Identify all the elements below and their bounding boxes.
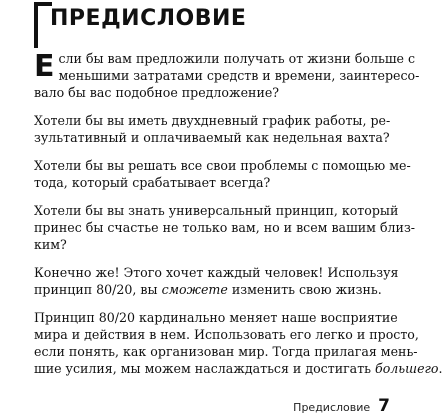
text-line: мира и действия в нем. Использовать его легко и просто, bbox=[34, 327, 419, 342]
text-line: если понять, как организован мир. Тогда прилагая мень- bbox=[34, 344, 418, 359]
emphasis-text: сможете bbox=[161, 282, 228, 297]
paragraph-4 bbox=[34, 202, 416, 253]
text-line: меньшими затратами средств и времени, заинтересо- bbox=[58, 68, 420, 83]
paragraph-6 bbox=[34, 309, 443, 377]
paragraph-1 bbox=[34, 49, 420, 101]
text-line: принес бы счастье не только вам, но и всем вашим близ- bbox=[34, 220, 416, 235]
emphasis-text: большего bbox=[375, 361, 439, 376]
title-bracket-decoration bbox=[34, 2, 38, 48]
paragraph-3 bbox=[34, 157, 411, 191]
text-segment: принцип 80/20, вы bbox=[34, 282, 162, 297]
text-segment: шие усилия, мы можем наслаждаться и достигать bbox=[34, 361, 376, 376]
text-segment: изменить свою жизнь. bbox=[227, 282, 382, 297]
text-line: ким? bbox=[34, 237, 67, 252]
paragraph-2 bbox=[34, 112, 392, 146]
page-footer bbox=[293, 396, 390, 416]
page-body bbox=[34, 49, 443, 388]
text-line: вало бы вас подобное предложение? bbox=[34, 85, 280, 100]
text-line: зультативный и оплачиваемый как недельная вахта? bbox=[34, 130, 390, 145]
page-number: 7 bbox=[378, 396, 390, 416]
text-segment: . bbox=[438, 361, 443, 376]
page-title: ПРЕДИСЛОВИЕ bbox=[50, 6, 247, 31]
text-line: Конечно же! Этого хочет каждый человек! Используя bbox=[34, 265, 399, 280]
text-line: сли бы вам предложили получать от жизни больше с bbox=[58, 51, 416, 66]
text-line bbox=[34, 281, 392, 298]
text-line: Хотели бы вы решать все свои проблемы с помощью ме- bbox=[34, 158, 411, 173]
text-line: Хотели бы вы знать универсальный принцип, который bbox=[34, 203, 399, 218]
drop-cap: Е bbox=[34, 49, 55, 84]
text-line: Хотели бы вы иметь двухдневный график работы, ре- bbox=[34, 113, 391, 128]
text-line: Принцип 80/20 кардинально меняет наше восприятие bbox=[34, 310, 398, 325]
running-footer-label: Предисловие bbox=[293, 401, 371, 414]
text-line bbox=[34, 360, 443, 377]
paragraph-5 bbox=[34, 264, 399, 298]
text-line: тода, который срабатывает всегда? bbox=[34, 175, 271, 190]
